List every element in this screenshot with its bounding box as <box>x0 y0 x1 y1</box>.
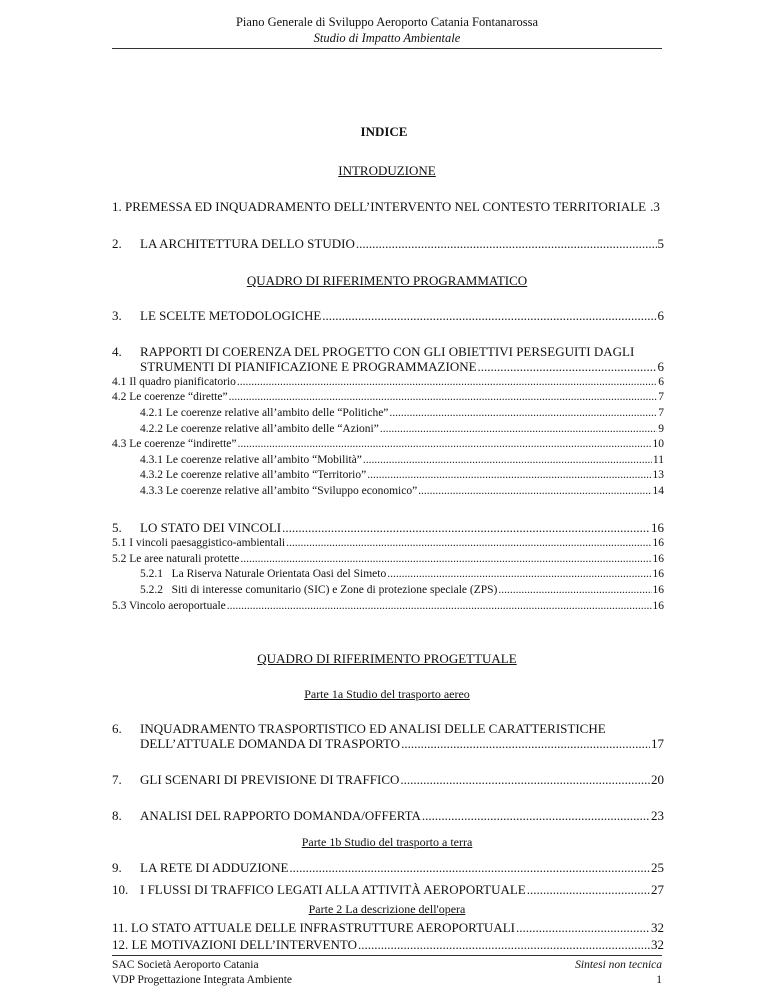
toc-leader-dots <box>367 468 651 482</box>
footer-design: VDP Progettazione Integrata Ambiente <box>112 974 293 986</box>
toc-entry-page: 20 <box>651 772 664 787</box>
toc-leader-dots <box>322 308 656 323</box>
toc-entry-1[interactable] <box>112 199 664 214</box>
toc-entry-text: 5.2.2 Siti di interesse comunitario (SIC) e Zone di protezione speciale (ZPS) <box>140 584 498 596</box>
toc-entry-text: 4.2 Le coerenze “dirette” <box>112 391 228 403</box>
toc-leader-dots <box>356 236 657 251</box>
toc-leader-dots <box>389 406 657 420</box>
toc-entry-page: 7 <box>658 407 664 419</box>
footer-company: SAC Società Aeroporto Catania <box>112 959 259 971</box>
toc-entry-text: 4.2.2 Le coerenze relative all’ambito delle “Azioni” <box>140 423 379 435</box>
toc-leader-dots <box>422 808 650 823</box>
toc-entry-text: 4.3.3 Le coerenze relative all’ambito “Sviluppo economico” <box>140 485 418 497</box>
toc-entry-12[interactable] <box>112 937 664 952</box>
section-parte-1b: Parte 1b Studio del trasporto a terra <box>301 835 473 849</box>
toc-entry-page: 13 <box>652 469 664 481</box>
toc-entry-10[interactable] <box>112 882 664 897</box>
toc-entry-4-2-1[interactable] <box>140 406 664 420</box>
toc-entry-5-1[interactable] <box>112 536 664 550</box>
toc-leader-dots <box>240 552 651 566</box>
toc-entry-4-3-1[interactable] <box>140 453 664 467</box>
toc-entry-text-line1: INQUADRAMENTO TRASPORTISTICO ED ANALISI DELLE CARATTERISTICHE <box>140 721 606 736</box>
footer-right <box>575 958 662 988</box>
toc-entry-7[interactable] <box>112 772 664 787</box>
toc-leader-dots <box>289 860 650 875</box>
header-subtitle: Studio di Impatto Ambientale <box>313 31 461 45</box>
toc-entry-text: 4.2.1 Le coerenze relative all’ambito delle “Politiche” <box>140 407 389 419</box>
toc-entry-text: 4.3.2 Le coerenze relative all’ambito “Territorio” <box>140 469 367 481</box>
toc-entry-5-2[interactable] <box>112 552 664 566</box>
toc-entry-4-line1 <box>112 344 634 359</box>
toc-entry-page: 5 <box>657 236 664 251</box>
toc-entry-4-1[interactable] <box>112 375 664 389</box>
toc-entry-page: 6 <box>657 308 664 323</box>
toc-entry-6-line1 <box>112 721 606 736</box>
toc-entry-number: 7. <box>112 772 122 787</box>
toc-leader-dots <box>282 520 650 535</box>
toc-entry-9[interactable] <box>112 860 664 875</box>
toc-leader-dots <box>286 536 651 550</box>
toc-entry-number: 3. <box>112 308 122 323</box>
toc-entry-page: 32 <box>651 920 664 935</box>
toc-entry-text: ANALISI DEL RAPPORTO DOMANDA/OFFERTA <box>140 808 421 823</box>
section-introduzione: INTRODUZIONE <box>338 163 436 178</box>
toc-entry-page: 16 <box>652 568 664 580</box>
toc-entry-text: 5.2.1 La Riserva Naturale Orientata Oasi del Simeto <box>140 568 387 580</box>
toc-entry-page: 16 <box>651 520 664 535</box>
toc-entry-5-2-2[interactable] <box>140 583 664 597</box>
toc-entry-6[interactable] <box>140 736 664 751</box>
toc-leader-dots <box>387 567 651 581</box>
footer-doc-type: Sintesi non tecnica <box>575 959 662 971</box>
toc-entry-page: 9 <box>658 423 664 435</box>
toc-entry-text: GLI SCENARI DI PREVISIONE DI TRAFFICO <box>140 772 400 787</box>
toc-entry-text: 5.3 Vincolo aeroportuale <box>112 600 226 612</box>
toc-entry-text: 4.1 Il quadro pianificatorio <box>112 376 236 388</box>
toc-leader-dots <box>478 359 657 374</box>
toc-entry-4-2-2[interactable] <box>140 422 664 436</box>
toc-entry-text: LE SCELTE METODOLOGICHE <box>140 308 322 323</box>
toc-entry-number: 10. <box>112 882 129 897</box>
toc-entry-text: 4.3.1 Le coerenze relative all’ambito “Mobilità” <box>140 454 362 466</box>
toc-entry-5-3[interactable] <box>112 599 664 613</box>
toc-entry-page: .3 <box>650 199 660 214</box>
footer-page-number: 1 <box>656 974 662 986</box>
toc-entry-page: 6 <box>658 376 664 388</box>
toc-entry-5[interactable] <box>112 520 664 535</box>
toc-entry-page: 32 <box>651 937 664 952</box>
toc-entry-text: LA RETE DI ADDUZIONE <box>140 860 289 875</box>
footer-left <box>112 958 292 988</box>
toc-entry-4-2[interactable] <box>112 390 664 404</box>
toc-entry-page: 16 <box>652 584 664 596</box>
toc-entry-5-2-1[interactable] <box>140 567 664 581</box>
toc-entry-page: 10 <box>652 438 664 450</box>
toc-entry-text-line1: RAPPORTI DI COERENZA DEL PROGETTO CON GLI OBIETTIVI PERSEGUITI DAGLI <box>140 344 635 359</box>
toc-entry-3[interactable] <box>112 308 664 323</box>
index-title: INDICE <box>360 124 408 139</box>
toc-entry-text: LA ARCHITETTURA DELLO STUDIO <box>140 236 355 251</box>
toc-leader-dots <box>418 484 651 498</box>
toc-entry-number: 6. <box>112 721 122 736</box>
page-header <box>112 14 662 46</box>
toc-entry-number: 5. <box>112 520 122 535</box>
toc-entry-4-3-3[interactable] <box>140 484 664 498</box>
toc-entry-text: LO STATO DEI VINCOLI <box>140 520 282 535</box>
toc-entry-page: 6 <box>657 359 664 374</box>
toc-entry-number: 8. <box>112 808 122 823</box>
toc-entry-page: 14 <box>652 485 664 497</box>
toc-entry-text: 1. PREMESSA ED INQUADRAMENTO DELL’INTERVENTO NEL CONTESTO TERRITORIALE <box>112 199 647 214</box>
toc-entry-page: 17 <box>651 736 664 751</box>
toc-entry-page: 16 <box>652 537 664 549</box>
toc-leader-dots <box>527 882 650 897</box>
toc-entry-text: 4.3 Le coerenze “indirette” <box>112 438 237 450</box>
toc-entry-page: 27 <box>651 882 664 897</box>
toc-entry-page: 16 <box>652 553 664 565</box>
toc-entry-page: 11 <box>652 454 664 466</box>
toc-leader-dots <box>363 453 652 467</box>
toc-entry-text: 12. LE MOTIVAZIONI DELL’INTERVENTO <box>112 937 357 952</box>
toc-entry-text: DELL’ATTUALE DOMANDA DI TRASPORTO <box>140 736 401 751</box>
section-progettuale: QUADRO DI RIFERIMENTO PROGETTUALE <box>257 651 517 666</box>
header-rule <box>112 48 662 49</box>
toc-entry-4-3-2[interactable] <box>140 468 664 482</box>
toc-entry-text: 5.1 I vincoli paesaggistico-ambientali <box>112 537 286 549</box>
toc-leader-dots <box>516 920 650 935</box>
toc-entry-text: STRUMENTI DI PIANIFICAZIONE E PROGRAMMAZIONE <box>140 359 477 374</box>
toc-leader-dots <box>400 772 650 787</box>
toc-entry-number: 4. <box>112 344 122 359</box>
toc-entry-4[interactable] <box>140 359 664 374</box>
toc-entry-11[interactable] <box>112 920 664 935</box>
section-parte-2: Parte 2 La descrizione dell'opera <box>308 902 466 916</box>
toc-entry-number: 9. <box>112 860 122 875</box>
toc-entry-8[interactable] <box>112 808 664 823</box>
toc-leader-dots <box>237 375 657 389</box>
toc-leader-dots <box>238 437 652 451</box>
toc-leader-dots <box>358 937 650 952</box>
toc-entry-text: 11. LO STATO ATTUALE DELLE INFRASTRUTTURE AEROPORTUALI <box>112 920 515 935</box>
toc-entry-text: 5.2 Le aree naturali protette <box>112 553 240 565</box>
toc-leader-dots <box>401 736 650 751</box>
toc-leader-dots <box>498 583 651 597</box>
toc-entry-number: 2. <box>112 236 122 251</box>
toc-entry-page: 7 <box>658 391 664 403</box>
header-title: Piano Generale di Sviluppo Aeroporto Catania Fontanarossa <box>235 15 539 29</box>
toc-entry-2[interactable] <box>112 236 664 251</box>
toc-entry-page: 23 <box>651 808 664 823</box>
toc-entry-4-3[interactable] <box>112 437 664 451</box>
toc-leader-dots <box>229 390 658 404</box>
toc-entry-page: 25 <box>651 860 664 875</box>
toc-entry-text: I FLUSSI DI TRAFFICO LEGATI ALLA ATTIVITÀ AEROPORTUALE <box>140 882 526 897</box>
section-programmatico: QUADRO DI RIFERIMENTO PROGRAMMATICO <box>246 273 528 288</box>
section-parte-1a: Parte 1a Studio del trasporto aereo <box>304 687 470 701</box>
toc-entry-page: 16 <box>652 600 664 612</box>
toc-leader-dots <box>380 422 657 436</box>
toc-leader-dots <box>227 599 652 613</box>
footer-rule <box>112 955 662 956</box>
